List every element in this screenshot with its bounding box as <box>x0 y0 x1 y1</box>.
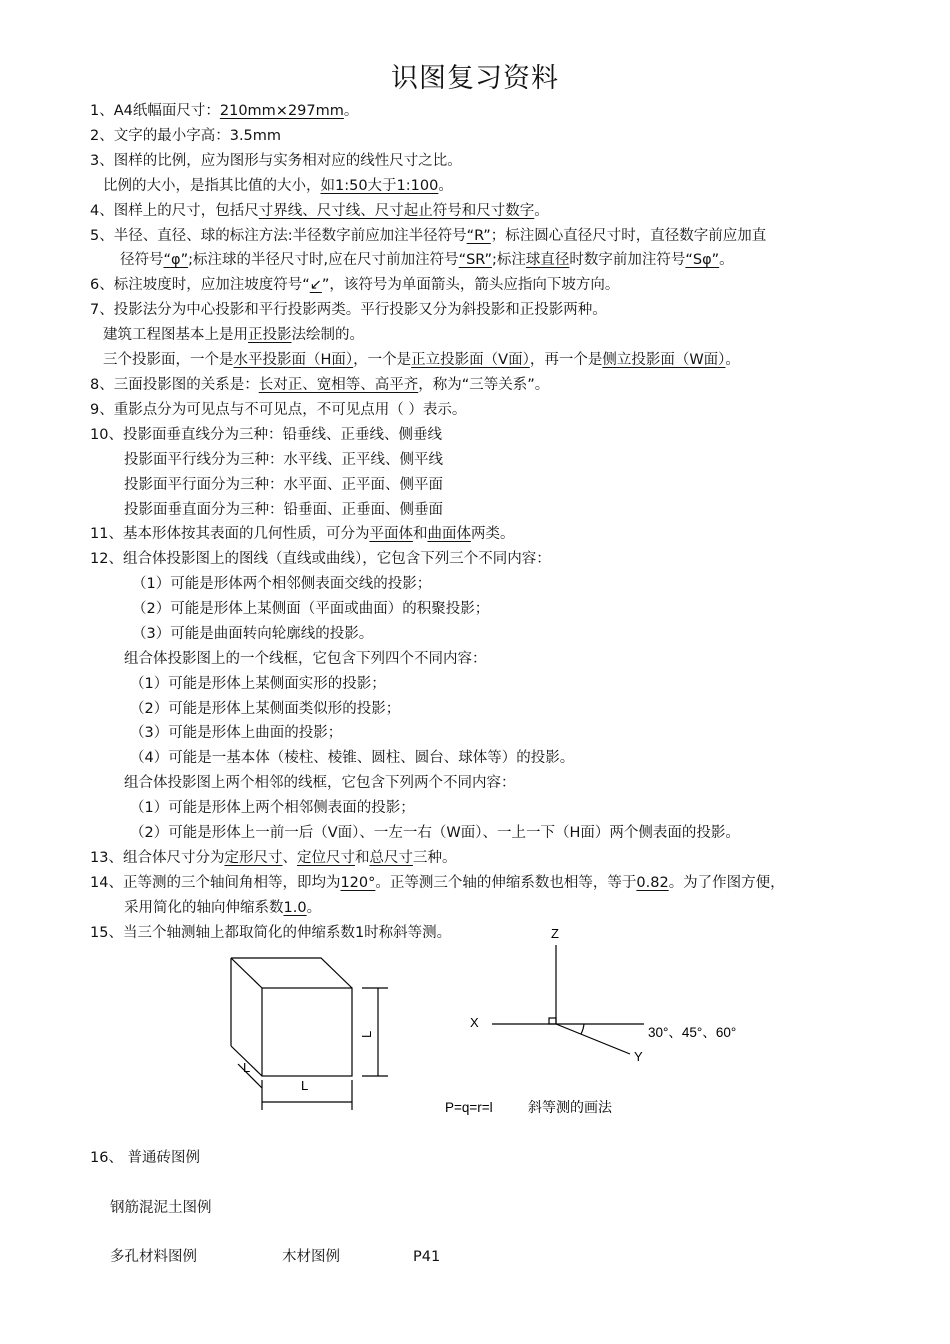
item-14-line1: 14、正等测的三个轴间角相等，即均为120°。正等测三个轴的伸缩系数也相等，等于0.82。为了作图方便， <box>90 875 785 891</box>
axes-drawing <box>492 945 644 1054</box>
porous-material-label: 多孔材料图例 <box>110 1249 197 1265</box>
item-12-b2: （2）可能是形体上某侧面类似形的投影； <box>130 701 401 717</box>
axis-label-y: Y <box>634 1049 643 1064</box>
item-12-a1: （1）可能是形体两个相邻侧表面交线的投影； <box>132 576 432 592</box>
item-10-line3: 投影面平行面分为三种：水平面、正平面、侧平面 <box>124 477 443 493</box>
item-12-line2: 组合体投影图上的一个线框，它包含下列四个不同内容： <box>124 651 487 667</box>
item-3-line2: 比例的大小，是指其比值的大小，如1:50大于1:100。 <box>103 178 453 194</box>
wood-legend-label: 木材图例 <box>282 1249 340 1265</box>
item-15: 15、当三个轴测轴上都取简化的伸缩系数1时称斜等测。 <box>90 925 452 941</box>
item-12-b1: （1）可能是形体上某侧面实形的投影； <box>130 676 386 692</box>
item-9: 9、重影点分为可见点与不可见点，不可见点用（ ）表示。 <box>90 402 467 418</box>
item-10-line2: 投影面平行线分为三种：水平线、正平线、侧平线 <box>124 452 443 468</box>
cube-label-height: L <box>359 1030 374 1038</box>
axis-label-x: X <box>470 1015 479 1030</box>
cube-depth-edge-top <box>231 958 262 988</box>
page-reference: P41 <box>413 1249 441 1265</box>
item-16: 16、 普通砖图例 <box>90 1150 201 1166</box>
item-6: 6、标注坡度时，应加注坡度符号“↙”，该符号为单面箭头，箭头应指向下坡方向。 <box>90 277 620 293</box>
item-4: 4、图样上的尺寸，包括尺寸界线、尺寸线、尺寸起止符号和尺寸数字。 <box>90 203 549 219</box>
item-3-line1: 3、图样的比例，应为图形与实务相对应的线性尺寸之比。 <box>90 153 462 169</box>
cube-front-face <box>262 988 352 1076</box>
formula-label: P=q=r=l <box>445 1100 493 1115</box>
cube-label-depth: L <box>243 1060 251 1075</box>
item-12-a3: （3）可能是曲面转向轮廓线的投影。 <box>132 626 374 642</box>
axis-label-z: Z <box>551 926 559 941</box>
item-12-b3: （3）可能是形体上曲面的投影； <box>130 725 343 741</box>
item-12-line3: 组合体投影图上两个相邻的线框，它包含下列两个不同内容： <box>124 775 516 791</box>
item-12-line1: 12、组合体投影图上的图线（直线或曲线），它包含下列三个不同内容： <box>90 551 551 567</box>
item-12-c1: （1）可能是形体上两个相邻侧表面的投影； <box>130 800 415 816</box>
item-7-line1: 7、投影法分为中心投影和平行投影两类。平行投影又分为斜投影和正投影两种。 <box>90 302 607 318</box>
item-7-line3: 三个投影面，一个是水平投影面（H面），一个是正立投影面（V面），再一个是侧立投影面（W面）。 <box>103 352 740 368</box>
item-14-line2: 采用简化的轴向伸缩系数1.0。 <box>124 900 322 916</box>
item-12-c2: （2）可能是形体上一前一后（V面）、一左一右（W面）、一上一下（H面）两个侧表面的投影。 <box>130 825 740 841</box>
axis-y-line <box>556 1024 630 1054</box>
item-8: 8、三面投影图的关系是：长对正、宽相等、高平齐，称为“三等关系”。 <box>90 377 550 393</box>
rc-legend-label: 钢筋混泥土图例 <box>110 1200 212 1216</box>
item-12-a2: （2）可能是形体上某侧面（平面或曲面）的积聚投影； <box>132 601 490 617</box>
item-1: 1、A4纸幅面尺寸：210mm×297mm。 <box>90 103 359 119</box>
right-angle-mark <box>549 1018 556 1024</box>
page-title: 识图复习资料 <box>391 63 559 94</box>
item-11: 11、基本形体按其表面的几何性质，可分为平面体和曲面体两类。 <box>90 526 515 542</box>
item-5-line1: 5、半径、直径、球的标注方法:半径数字前应加注半径符号“R”；标注圆心直径尺寸时，直径数字前应加直 <box>90 228 767 244</box>
figure-caption: 斜等测的画法 <box>528 1099 612 1115</box>
item-7-line2: 建筑工程图基本上是用正投影法绘制的。 <box>103 327 364 343</box>
item-12-b4: （4）可能是一基本体（棱柱、棱锥、圆柱、圆台、球体等）的投影。 <box>130 750 575 766</box>
angle-values: 30°、45°、60° <box>648 1025 737 1040</box>
cube-top-edges <box>231 958 352 988</box>
item-2: 2、文字的最小字高：3.5mm <box>90 128 282 144</box>
item-13: 13、组合体尺寸分为定形尺寸、定位尺寸和总尺寸三种。 <box>90 850 457 866</box>
cube-label-width: L <box>301 1078 309 1093</box>
item-10-line4: 投影面垂直面分为三种：铅垂面、正垂面、侧垂面 <box>124 502 443 518</box>
item-10-line1: 10、投影面垂直线分为三种：铅垂线、正垂线、侧垂线 <box>90 427 442 443</box>
angle-arc <box>581 1024 584 1034</box>
item-5-line2: 径符号“φ”;标注球的半径尺寸时,应在尺寸前加注符号“SR”;标注球直径时数字前加注符号“Sφ”。 <box>120 252 734 268</box>
